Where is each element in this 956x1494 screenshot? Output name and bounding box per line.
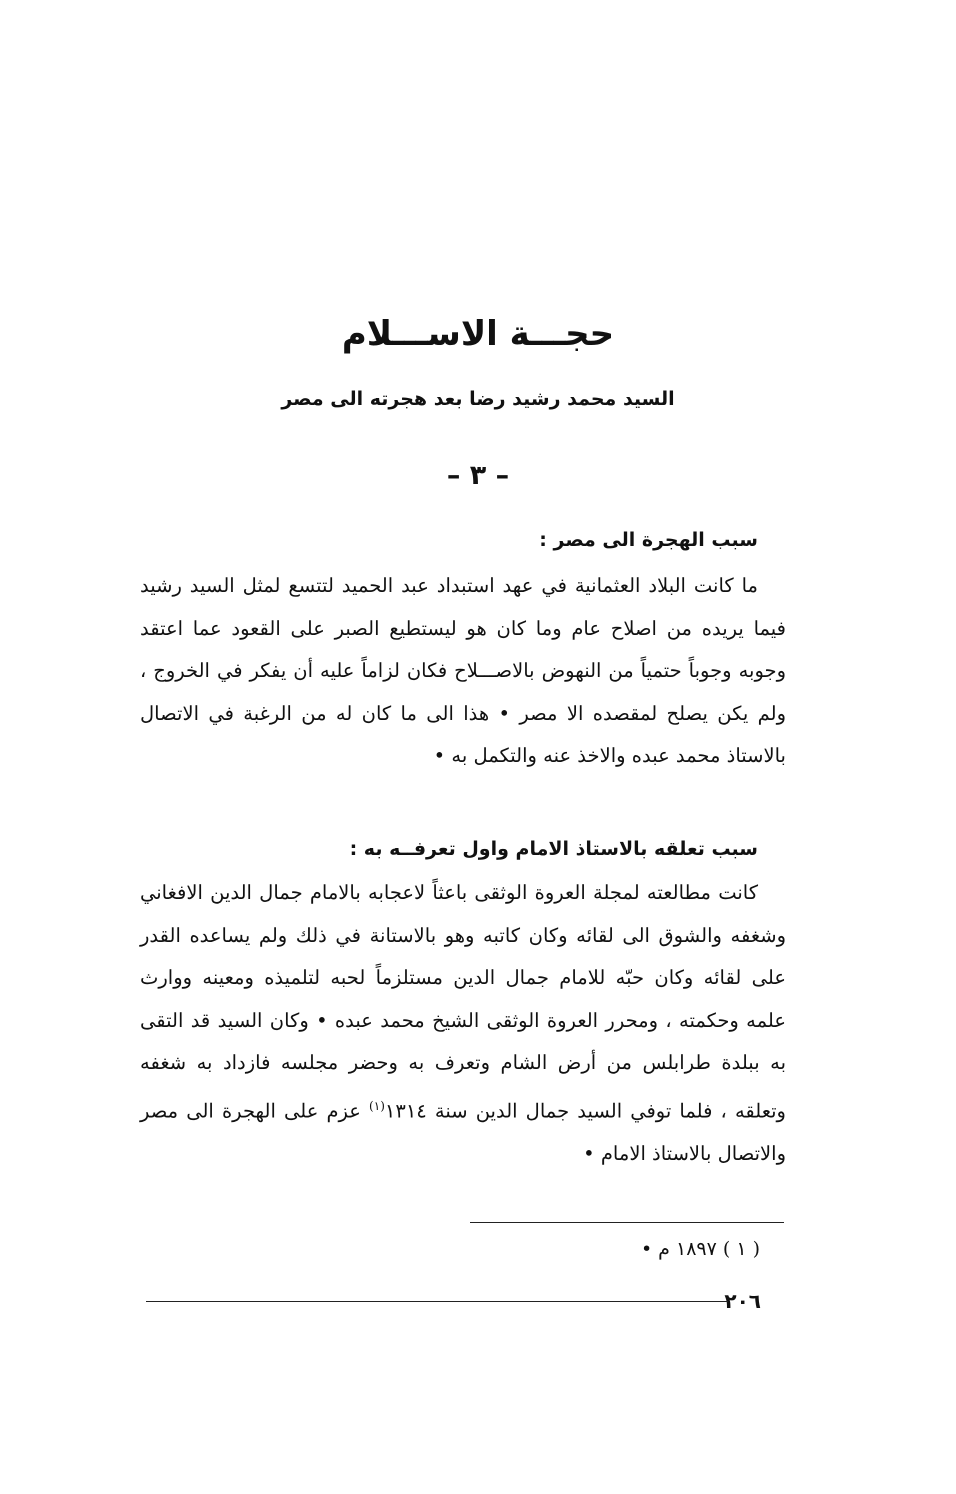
paragraph-text — [140, 872, 786, 1176]
footnote-divider — [470, 1222, 784, 1223]
page-title: حجـــة الاســـلام — [341, 314, 615, 354]
paragraph-text-before-note: كانت مطالعته لمجلة العروة الوثقى باعثاً لاعجابه بالامام جمال الدين الافغاني وشغفه والشوق الى لقائه وكان كاتبه وهو بالاستانة في ذلك ولم يساعده القدر على لقائه وكان حبّه للامام جمال الدين مستلزماً لحبه لتلميذه ومعينه ووارث علمه وحكمته ، ومحرر العروة الوثقى الشيخ محمد عبده • وكان السيد قد التقى به ببلدة طرابلس من أرض الشام وتعرف به وحضر مجلسه فازداد به شغفه وتعلقه ، فلما توفي السيد جمال الدين سنة ١٣١٤ — [140, 881, 786, 1123]
section-paragraph-imam — [140, 872, 786, 1176]
part-number: – ٣ – — [446, 460, 510, 491]
page-number: ٢٠٦ — [724, 1289, 761, 1313]
page-subtitle: السيد محمد رشيد رضا بعد هجرته الى مصر — [281, 388, 675, 410]
footnote-marker: (١) — [369, 1098, 385, 1113]
paragraph-text: ما كانت البلاد العثمانية في عهد استبداد عبد الحميد لتتسع لمثل السيد رشيد فيما يريده من اصلاح عام وما كان هو ليستطيع الصبر على القعود عما اعتقد وجوبه وجوباً حتمياً من النهوض بالاصـــلاح فكان لزاماً عليه أن يفكر في الخروج ، ولم يكن يصلح لمقصده الا مصر • هذا الى ما كان له من الرغبة في الاتصال بالاستاذ محمد عبده والاخذ عنه والتكمل به • — [140, 574, 786, 768]
section-paragraph-emigration — [140, 565, 786, 778]
paragraph-text-after-note: عزم على الهجرة الى مصر والاتصال بالاستاذ الامام • — [140, 1099, 786, 1166]
section-heading-imam: سبب تعلقه بالاستاذ الامام واول تعرفــه به : — [349, 838, 758, 860]
section-heading-emigration: سبب الهجرة الى مصر : — [539, 529, 758, 551]
page-number-rule — [146, 1301, 728, 1302]
footnote: ( ١ ) ١٨٩٧ م • — [640, 1238, 760, 1260]
